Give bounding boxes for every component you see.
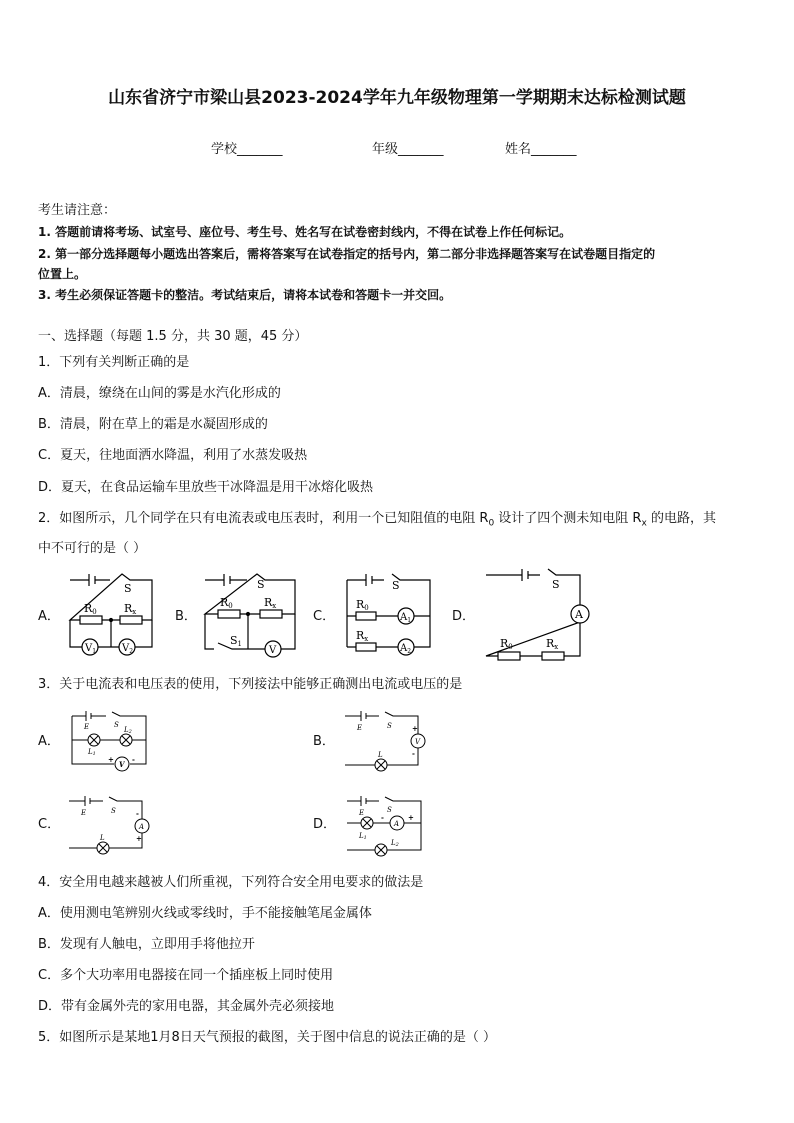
svg-text:+: + (136, 834, 142, 843)
svg-text:S: S (257, 578, 265, 591)
svg-text:S: S (114, 721, 119, 729)
circuit-label-a: A． (38, 734, 60, 749)
svg-text:S: S (387, 722, 392, 730)
question-stem: 4．安全用电越来越被人们所重视，下列符合安全用电要求的做法是 (38, 875, 424, 890)
svg-text:A2: $A_2$ (400, 643, 412, 655)
svg-text:L1: L1 (359, 832, 367, 841)
rx-label: Rx (124, 602, 137, 616)
svg-text:L: L (378, 751, 383, 759)
notice-item: 1. 答题前请将考场、试室号、座位号、考生号、姓名写在试卷密封线内，不得在试卷上作任何标记。 (38, 225, 572, 239)
voltmeter-1-label: $V_1$ (85, 643, 97, 655)
svg-text:R0: R0 (356, 598, 369, 612)
circuit-label-c: C． (38, 817, 61, 832)
svg-text:Rx: Rx (546, 637, 559, 651)
svg-text:E: E (357, 724, 363, 732)
svg-text:E: E (84, 723, 90, 731)
option-a: A．使用测电笔辨别火线或零线时，手不能接触笔尾金属体 (38, 906, 372, 921)
svg-text:A1: $A_1$ (400, 612, 412, 624)
option-a: A．清晨，缭绕在山间的雾是水汽化形成的 (38, 386, 281, 401)
svg-text:+: + (412, 724, 418, 733)
option-d: D．夏天，在食品运输车里放些干冰降温是用干冰熔化吸热 (38, 480, 374, 495)
grade-field: 年级_______ (372, 142, 444, 157)
circuit-label-b: B． (313, 734, 335, 749)
svg-text:V: V (415, 738, 421, 746)
svg-text:V: V (119, 760, 125, 769)
circuit-diagram-c (342, 572, 442, 664)
svg-text:S: S (387, 806, 392, 814)
option-c: C．夏天，往地面洒水降温，利用了水蒸发吸热 (38, 448, 308, 463)
svg-text:-: - (132, 755, 135, 764)
svg-text:L2: L2 (124, 726, 132, 735)
circuit-diagram-a (62, 572, 162, 664)
svg-text:L: L (100, 834, 105, 842)
notice-item: 2. 第一部分选择题每小题选出答案后，需将答案写在试卷指定的括号内，第二部分非选择题答案写在试卷题目指定的 (38, 247, 656, 261)
svg-text:-: - (136, 809, 139, 818)
question-stem-cont: 中不可行的是（ ） (38, 541, 147, 556)
circuit-diagram-b (200, 572, 300, 664)
svg-text:A: A (394, 820, 400, 828)
circuit-label-a: A． (38, 609, 60, 624)
notice-item: 3. 考生必须保证答题卡的整洁。考试结束后，请将本试卷和答题卡一并交回。 (38, 288, 452, 302)
circuit-label-d: D． (313, 817, 337, 832)
q3-circuit-c (67, 795, 152, 855)
svg-text:Rx: Rx (356, 629, 369, 643)
svg-text:R0: R0 (220, 596, 233, 610)
svg-text:A: A (139, 823, 145, 831)
svg-text:A: A (575, 608, 583, 621)
notice-heading: 考生请注意： (38, 203, 117, 218)
svg-text:S: S (111, 807, 116, 815)
circuit-label-b: B． (175, 609, 197, 624)
page-title: 山东省济宁市梁山县2023-2024学年九年级物理第一学期期末达标检测试题 (108, 88, 686, 108)
notice-item: 位置上。 (38, 267, 87, 281)
question-stem: 5．如图所示是某地1月8日天气预报的截图，关于图中信息的说法正确的是（ ） (38, 1030, 496, 1045)
svg-text:Rx: Rx (264, 596, 277, 610)
svg-text:+: + (108, 755, 114, 764)
name-field: 姓名_______ (505, 142, 577, 157)
q3-circuit-a (70, 710, 155, 772)
circuit-label-d: D． (452, 609, 476, 624)
r0-label: R0 (84, 602, 97, 616)
question-stem: 2．如图所示，几个同学在只有电流表或电压表时，利用一个已知阻值的电阻 $R_0$ 设计了四个测未知电阻 $R_x$ 的电路，其 (38, 511, 716, 529)
school-field: 学校_______ (211, 142, 283, 157)
svg-text:-: - (412, 749, 415, 758)
option-b: B．发现有人触电，立即用手将他拉开 (38, 937, 255, 952)
question-stem: 1．下列有关判断正确的是 (38, 355, 190, 370)
switch-label: S (124, 582, 132, 595)
option-d: D．带有金属外壳的家用电器，其金属外壳必须接地 (38, 999, 335, 1014)
question-stem: 3．关于电流表和电压表的使用，下列接法中能够正确测出电流或电压的是 (38, 677, 463, 692)
svg-text:E: E (359, 809, 365, 817)
svg-text:S1: S1 (230, 634, 243, 648)
circuit-label-c: C． (313, 609, 336, 624)
svg-text:S: S (392, 579, 400, 592)
svg-text:E: E (81, 809, 87, 817)
circuit-diagram-d (484, 566, 594, 666)
svg-text:R0: R0 (500, 637, 513, 651)
q3-circuit-d (345, 795, 430, 857)
q3-circuit-b (343, 710, 428, 772)
svg-text:+: + (408, 813, 414, 822)
option-c: C．多个大功率用电器接在同一个插座板上同时使用 (38, 968, 334, 983)
svg-text:L1: L1 (88, 748, 96, 757)
svg-text:L2: L2 (391, 839, 399, 848)
svg-text:S: S (552, 578, 560, 591)
svg-text:V: V (269, 645, 277, 656)
voltmeter-2-label: $V_2$ (122, 643, 134, 655)
section-heading: 一、选择题（每题 1.5 分，共 30 题，45 分） (38, 329, 308, 344)
svg-text:-: - (381, 813, 384, 822)
option-b: B．清晨，附在草上的霜是水凝固形成的 (38, 417, 268, 432)
